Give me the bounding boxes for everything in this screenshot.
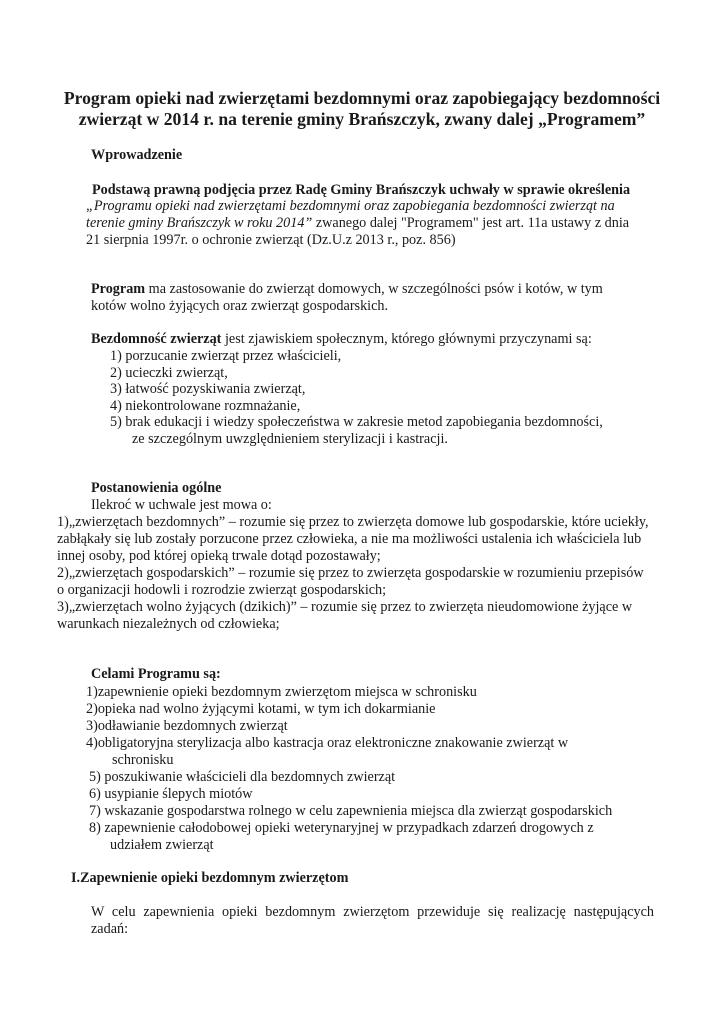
legal-basis-italic-1: „Programu opieki nad zwierzętami bezdomnymi oraz zapobiegania bezdomności zwierząt na: [86, 198, 615, 214]
list-item: 5) brak edukacji i wiedzy społeczeństwa w zakresie metod zapobiegania bezdomności,: [110, 414, 603, 430]
homelessness-bold: Bezdomność zwierząt: [91, 331, 222, 347]
legal-basis-line-3: 21 sierpnia 1997r. o ochronie zwierząt (Dz.U.z 2013 r., poz. 856): [86, 232, 456, 248]
definition-2-line-1: 2)„zwierzętach gospodarskich” – rozumie się przez to zwierzęta gospodarskie w rozumieniu przepisów: [57, 565, 644, 581]
list-item: 2) ucieczki zwierząt,: [110, 365, 228, 381]
goal-item: 2)opieka nad wolno żyjącymi kotami, w tym ich dokarmianie: [86, 701, 436, 717]
definition-2-line-2: o organizacji hodowli i rozrodzie zwierząt gospodarskich;: [57, 582, 387, 598]
program-scope-line-2: kotów wolno żyjących oraz zwierząt gospodarskich.: [91, 298, 389, 314]
goal-item: 8) zapewnienie całodobowej opieki weterynaryjnej w przypadkach zdarzeń drogowych z: [89, 820, 594, 836]
document-title-line-2: zwierząt w 2014 r. na terenie gminy Brańszczyk, zwany dalej „Programem”: [78, 109, 646, 129]
list-item-continuation: ze szczególnym uwzględnieniem sterylizacji i kastracji.: [132, 431, 448, 447]
goals-heading: Celami Programu są:: [91, 666, 221, 682]
general-heading: Postanowienia ogólne: [91, 480, 222, 496]
general-lead: Ilekroć w uchwale jest mowa o:: [91, 497, 272, 513]
definition-1-line-1: 1)„zwierzętach bezdomnych” – rozumie się przez to zwierzęta domowe lub gospodarskie, które uciekły,: [57, 514, 649, 530]
section-1-paragraph-line-1: W celu zapewnienia opieki bezdomnym zwierzętom przewiduje się realizację następujących: [91, 904, 654, 920]
goal-item: 6) usypianie ślepych miotów: [89, 786, 253, 802]
legal-basis-italic-2: terenie gminy Brańszczyk w roku 2014”: [86, 215, 313, 231]
document-title-line-1: Program opieki nad zwierzętami bezdomnymi oraz zapobiegający bezdomności: [63, 88, 661, 108]
goal-item-continuation: schronisku: [112, 752, 174, 768]
program-scope-line-1: [91, 281, 603, 298]
definition-3-line-1: 3)„zwierzętach wolno żyjących (dzikich)” – rozumie się przez to zwierzęta nieudomowione żyjące w: [57, 599, 633, 615]
intro-heading: Wprowadzenie: [91, 147, 183, 163]
goal-item: 4)obligatoryjna sterylizacja albo kastracja oraz elektroniczne znakowanie zwierząt w: [86, 735, 569, 751]
definition-1-line-3: innej osoby, pod której opieką trwale dotąd pozostawały;: [57, 548, 381, 564]
program-scope-rest: ma zastosowanie do zwierząt domowych, w szczególności psów i kotów, w tym: [145, 281, 603, 297]
goal-item: 7) wskazanie gospodarstwa rolnego w celu zapewnienia miejsca dla zwierząt gospodarskich: [89, 803, 613, 819]
list-item: 1) porzucanie zwierząt przez właścicieli,: [110, 348, 342, 364]
goal-item: 1)zapewnienie opieki bezdomnym zwierzętom miejsca w schronisku: [86, 684, 477, 700]
section-1-heading: I.Zapewnienie opieki bezdomnym zwierzętom: [71, 870, 349, 886]
legal-basis-bold: Podstawą prawną podjęcia przez Radę Gminy Brańszczyk uchwały w sprawie określenia: [92, 182, 631, 198]
list-item: 4) niekontrolowane rozmnażanie,: [110, 398, 301, 414]
definition-3-line-2: warunkach niezależnych od człowieka;: [57, 616, 280, 632]
goal-item: 5) poszukiwanie właścicieli dla bezdomnych zwierząt: [89, 769, 396, 785]
homelessness-intro: [91, 331, 592, 348]
goal-item-continuation: udziałem zwierząt: [110, 837, 214, 853]
goal-item: 3)odławianie bezdomnych zwierząt: [86, 718, 288, 734]
definition-1-line-2: zabłąkały się lub zostały porzucone przez człowieka, a nie ma możliwości ustalenia ich właściciela lub: [57, 531, 642, 547]
program-scope-bold: Program: [91, 281, 146, 297]
homelessness-rest: jest zjawiskiem społecznym, którego głównymi przyczynami są:: [221, 331, 592, 347]
section-1-paragraph-line-2: zadań:: [91, 921, 129, 937]
list-item: 3) łatwość pozyskiwania zwierząt,: [110, 381, 306, 397]
legal-basis-line-2: [86, 215, 629, 232]
legal-basis-rest-2: zwanego dalej "Programem" jest art. 11a ustawy z dnia: [312, 215, 630, 231]
